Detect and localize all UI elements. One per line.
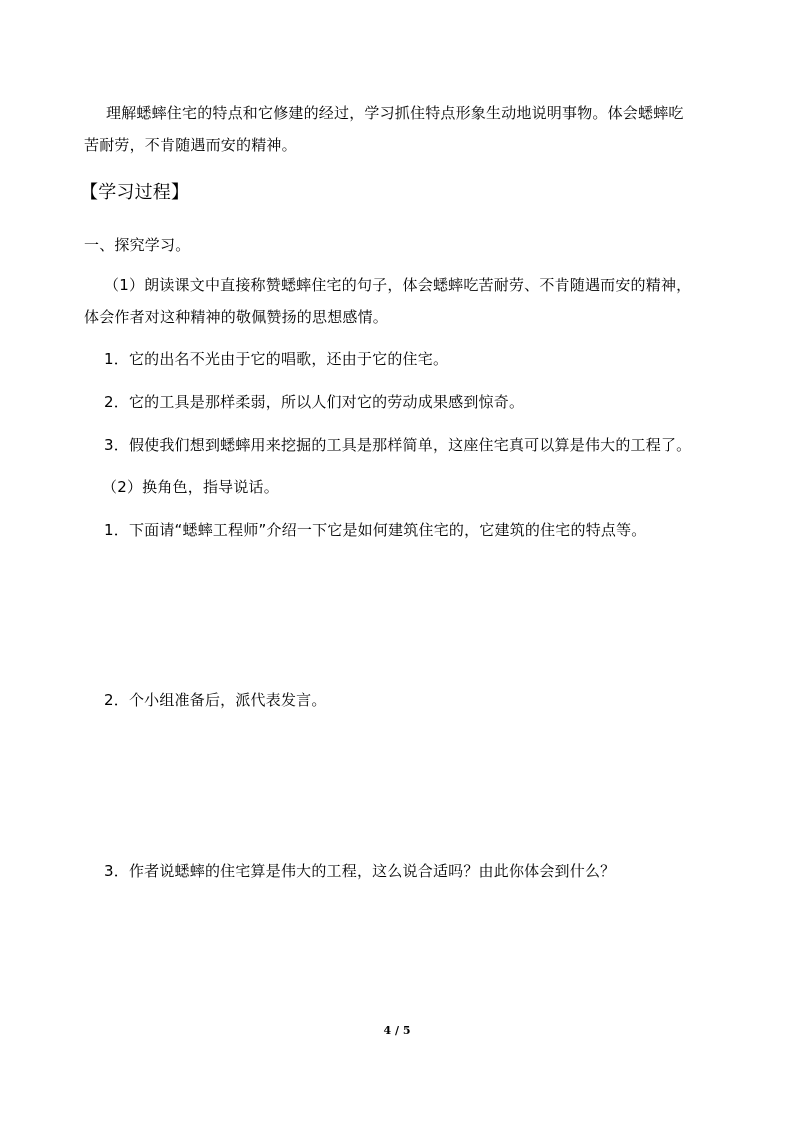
task1-line-2: 体会作者对这种精神的敬佩赞扬的思想感情。 [84,308,389,326]
task2-item-2: 2．个小组准备后，派代表发言。 [104,691,327,709]
task1-line-1: （1）朗读课文中直接称赞蟋蟀住宅的句子，体会蟋蟀吃苦耐劳、不肯随遇而安的精神， [104,276,692,294]
task2-item-3: 3．作者说蟋蟀的住宅算是伟大的工程，这么说合适吗？由此你体会到什么？ [104,862,616,880]
page-number: 4 / 5 [383,1024,411,1037]
task2-item-1: 1．下面请“蟋蟀工程师”介绍一下它是如何建筑住宅的，它建筑的住宅的特点等。 [104,521,647,539]
task2-title: （2）换角色，指导说话。 [102,478,279,496]
objective-line-1: 理解蟋蟀住宅的特点和它修建的经过，学习抓住特点形象生动地说明事物。体会蟋蟀吃 [106,104,684,122]
section-heading: 【学习过程】 [80,182,190,203]
task1-item-1: 1．它的出名不光由于它的唱歌，还由于它的住宅。 [104,350,449,368]
task1-item-2: 2．它的工具是那样柔弱，所以人们对它的劳动成果感到惊奇。 [104,393,525,411]
objective-line-2: 苦耐劳，不肯随遇而安的精神。 [84,136,297,154]
part-one-title: 一、探究学习。 [84,236,191,254]
task1-item-3: 3．假使我们想到蟋蟀用来挖掘的工具是那样简单，这座住宅真可以算是伟大的工程了。 [104,436,692,454]
